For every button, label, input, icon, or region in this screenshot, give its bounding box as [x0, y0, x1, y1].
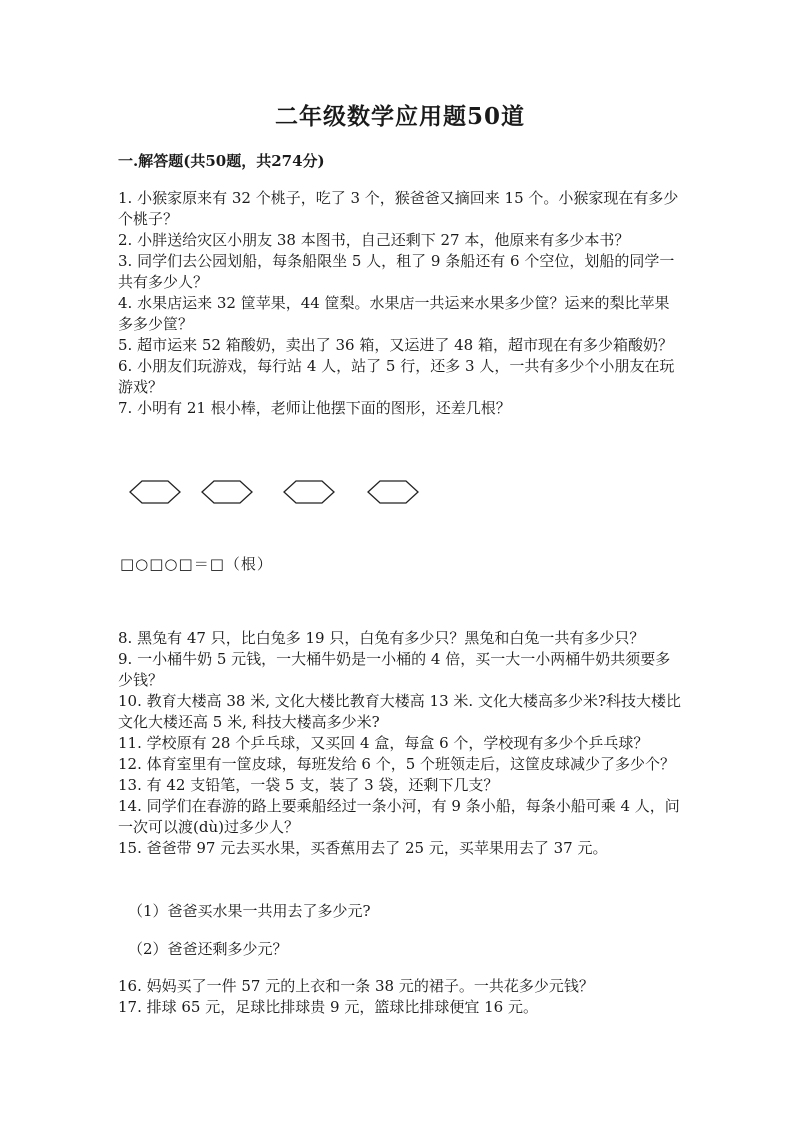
sub-question-1: （1）爸爸买水果一共用去了多少元? [128, 902, 371, 920]
page-title: 二年级数学应用题50道 [274, 103, 525, 130]
question-4: 4. 水果店运来 32 筐苹果，44 筐梨。水果店一共运来水果多少筐？运来的梨比苹果多多少筐？ [118, 294, 670, 333]
hexagon-figures [128, 478, 428, 508]
question-7: 7. 小明有 21 根小棒，老师让他摆下面的图形，还差几根？ [118, 399, 511, 417]
question-list-3 [118, 976, 682, 1018]
question-1: 1. 小猴家原来有 32 个桃子，吃了 3 个，猴爸爸又摘回来 15 个。小猴家现在有多少个桃子？ [118, 189, 679, 228]
question-13: 13. 有 42 支铅笔，一袋 5 支，装了 3 袋，还剩下几支？ [118, 776, 499, 794]
question-12: 12. 体育室里有一筐皮球，每班发给 6 个，5 个班领走后，这筐皮球减少了多少个？ [118, 755, 676, 773]
question-14: 14. 同学们在春游的路上要乘船经过一条小河，有 9 条小船，每条小船可乘 4 人，问一次可以渡(dù)过多少人？ [118, 797, 680, 836]
answer-formula: □○□○□＝□（根） [120, 555, 273, 573]
section-heading: 一.解答题(共50题，共274分) [118, 152, 325, 170]
question-10: 10. 教育大楼高 38 米, 文化大楼比教育大楼高 13 米. 文化大楼高多少米?科技大楼比文化大楼还高 5 米, 科技大楼高多少米? [118, 692, 681, 731]
question-11: 11. 学校原有 28 个乒乓球，又买回 4 盒，每盒 6 个，学校现有多少个乒乓球？ [118, 734, 649, 752]
sub-question-2: （2）爸爸还剩多少元？ [128, 940, 288, 958]
question-9: 9. 一小桶牛奶 5 元钱，一大桶牛奶是一小桶的 4 倍，买一大一小两桶牛奶共须要多少钱？ [118, 650, 671, 689]
question-list-2 [118, 628, 682, 859]
hexagon-shape [368, 481, 418, 503]
question-5: 5. 超市运来 52 箱酸奶，卖出了 36 箱，又运进了 48 箱，超市现在有多少箱酸奶？ [118, 336, 673, 354]
hexagon-shape [130, 481, 180, 503]
question-8: 8. 黑兔有 47 只，比白兔多 19 只，白兔有多少只？黑兔和白兔一共有多少只？ [118, 629, 645, 647]
question-6: 6. 小朋友们玩游戏，每行站 4 人，站了 5 行，还多 3 人，一共有多少个小朋友在玩游戏？ [118, 357, 675, 396]
question-2: 2. 小胖送给灾区小朋友 38 本图书，自己还剩下 27 本，他原来有多少本书？ [118, 231, 630, 249]
question-15: 15. 爸爸带 97 元去买水果，买香蕉用去了 25 元，买苹果用去了 37 元。 [118, 839, 608, 857]
question-17: 17. 排球 65 元，足球比排球贵 9 元，篮球比排球便宜 16 元。 [118, 998, 538, 1016]
question-16: 16. 妈妈买了一件 57 元的上衣和一条 38 元的裙子。一共花多少元钱？ [118, 977, 594, 995]
question-list-1 [118, 188, 682, 419]
hexagon-shape [284, 481, 334, 503]
question-3: 3. 同学们去公园划船，每条船限坐 5 人，租了 9 条船还有 6 个空位，划船的同学一共有多少人？ [118, 252, 675, 291]
hexagon-shape [202, 481, 252, 503]
